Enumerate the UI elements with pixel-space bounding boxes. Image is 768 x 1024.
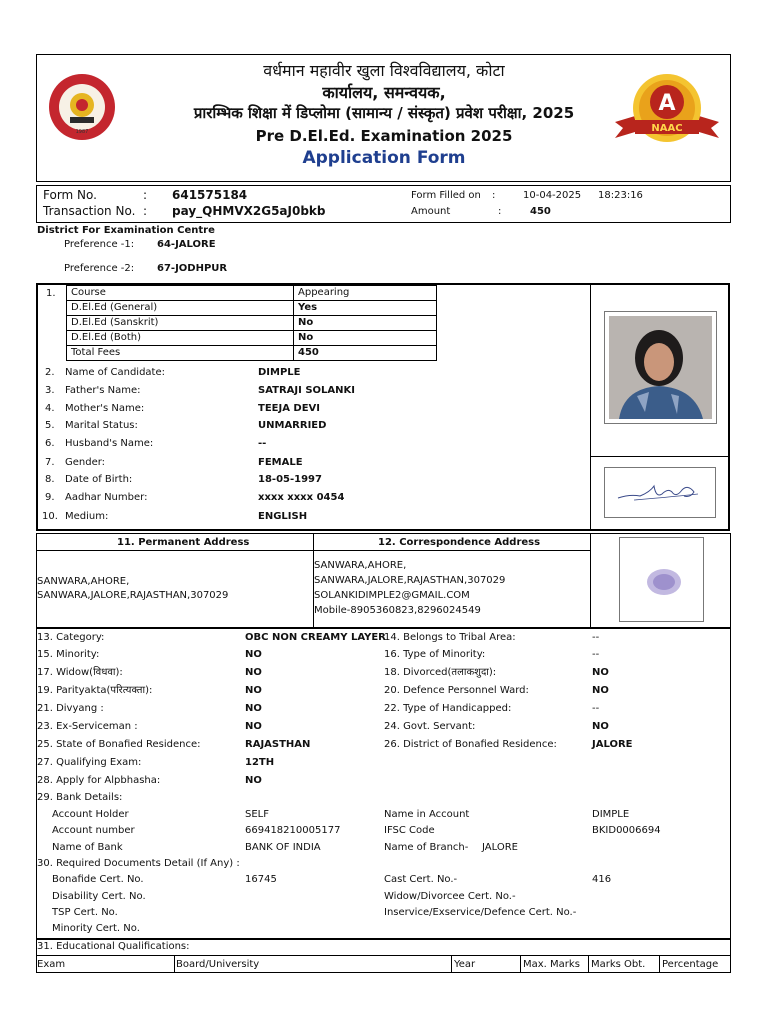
thumb-column-divider [590,533,591,628]
naac-label: NAAC [651,123,683,134]
correspondence-address-title: 12. Correspondence Address [378,537,541,548]
form-filled-label: Form Filled on [411,190,481,201]
course-appearing-value: No [294,316,437,331]
detail-label: 22. Type of Handicapped: [384,703,512,714]
course-name: D.El.Ed (General) [67,301,294,316]
education-header-line [36,955,731,956]
personal-num: 8. [45,474,55,485]
personal-label: Father's Name: [65,385,141,396]
medium-value: ENGLISH [258,511,308,522]
form-no-colon: : [143,188,148,202]
form-no-label: Form No. [43,188,97,202]
course-row [67,301,437,316]
mother-name-value: TEEJA DEVI [258,403,321,414]
amount-label: Amount [411,206,451,217]
exam-name-english: Pre D.El.Ed. Examination 2025 [255,127,513,145]
aadhar-value: xxxx xxxx 0454 [258,492,345,503]
gender-value: FEMALE [258,457,303,468]
personal-num: 5. [45,420,55,431]
personal-num: 10. [42,511,58,522]
course-table-header [67,286,437,301]
personal-num: 4. [45,403,55,414]
personal-label: Name of Candidate: [65,367,165,378]
detail-label: 16. Type of Minority: [384,649,486,660]
account-name-value: DIMPLE [592,809,630,820]
naac-grade: A [658,91,676,116]
personal-num: 6. [45,438,55,449]
correspondence-address-line: SANWARA,AHORE, [314,560,407,571]
detail-label: 23. Ex-Serviceman : [37,721,138,732]
edu-col-exam: Exam [37,959,66,970]
account-holder-label: Account Holder [52,809,129,820]
detail-label: 24. Govt. Servant: [384,721,476,732]
alpbhasha-value: NO [245,775,262,786]
personal-label: Gender: [65,457,106,468]
edu-col-divider [451,955,452,973]
edu-col-divider [588,955,589,973]
edu-col-marks-obt: Marks Obt. [591,959,646,970]
detail-label: 27. Qualifying Exam: [37,757,142,768]
detail-label: 17. Widow(विधवा): [37,667,123,678]
course-name: D.El.Ed (Sanskrit) [67,316,294,331]
husband-name-value: -- [258,438,267,449]
bank-details-title: 29. Bank Details: [37,792,123,803]
residence-state-value: RAJASTHAN [245,739,311,750]
cast-cert-value: 416 [592,874,612,885]
photo-column-divider [590,284,591,530]
detail-label: 15. Minority: [37,649,100,660]
edu-col-divider [174,955,175,973]
form-title: Application Form [302,148,466,168]
account-number-value: 669418210005177 [245,825,341,836]
course-row [67,331,437,346]
transaction-no-value: pay_QHMVX2G5aJ0bkb [172,204,326,218]
course-row [67,346,437,361]
course-appearing-value: No [294,331,437,346]
account-holder-value: SELF [245,809,269,820]
permanent-address-title: 11. Permanent Address [117,537,250,548]
detail-label: 21. Divyang : [37,703,104,714]
preference-2-label: Preference -2: [64,263,135,274]
cast-cert-label: Cast Cert. No.- [384,874,458,885]
centre-title: District For Examination Centre [37,225,215,236]
divyang-value: NO [245,703,262,714]
personal-num: 2. [45,367,55,378]
signature-image [610,472,710,512]
bonafide-value: 16745 [245,874,277,885]
edu-col-year: Year [454,959,476,970]
account-number-label: Account number [52,825,135,836]
residence-district-value: JALORE [592,739,633,750]
education-title: 31. Educational Qualifications: [37,941,190,952]
amount-colon: : [498,206,502,217]
form-filled-time: 18:23:16 [598,190,643,201]
personal-num: 9. [45,492,55,503]
university-name-hindi: वर्धमान महावीर खुला विश्वविद्यालय, कोटा [263,61,505,80]
branch-label: Name of Branch- [384,842,469,853]
widow-value: NO [245,667,262,678]
inservice-cert-label: Inservice/Exservice/Defence Cert. No.- [384,907,577,918]
correspondence-mobile: Mobile-8905360823,8296024549 [314,605,481,616]
tribal-area-value: -- [592,632,600,643]
detail-label: 13. Category: [37,632,105,643]
edu-col-divider [520,955,521,973]
marital-status-value: UNMARRIED [258,420,327,431]
divorced-value: NO [592,667,609,678]
detail-label: 28. Apply for Alpbhasha: [37,775,161,786]
detail-label: 20. Defence Personnel Ward: [384,685,529,696]
personal-num: 7. [45,457,55,468]
course-header-course: Course [67,286,294,301]
photo-signature-divider [590,456,729,457]
course-row [67,316,437,331]
handicapped-type-value: -- [592,703,600,714]
permanent-address-line: SANWARA,AHORE, [37,576,130,587]
personal-label: Aadhar Number: [65,492,148,503]
edu-col-max-marks: Max. Marks [523,959,580,970]
course-name: Total Fees [67,346,294,361]
personal-label: Marital Status: [65,420,138,431]
detail-label: 14. Belongs to Tribal Area: [384,632,516,643]
disability-cert-label: Disability Cert. No. [52,891,146,902]
amount-value: 450 [530,206,551,217]
course-appearing-value: 450 [294,346,437,361]
preference-1-label: Preference -1: [64,239,135,250]
ifsc-label: IFSC Code [384,825,435,836]
defence-ward-value: NO [592,685,609,696]
permanent-address-line: SANWARA,JALORE,RAJASTHAN,307029 [37,590,229,601]
personal-num: 3. [45,385,55,396]
exam-name-hindi: प्रारम्भिक शिक्षा में डिप्लोमा (सामान्य / संस्कृत) प्रवेश परीक्षा, 2025 [193,104,575,122]
detail-label: 25. State of Bonafied Residence: [37,739,201,750]
account-name-label: Name in Account [384,809,470,820]
ex-serviceman-value: NO [245,721,262,732]
bonafide-label: Bonafide Cert. No. [52,874,144,885]
preference-2-value: 67-JODHPUR [157,263,228,274]
course-name: D.El.Ed (Both) [67,331,294,346]
category-value: OBC NON CREAMY LAYER [245,632,386,643]
personal-label: Date of Birth: [65,474,133,485]
course-number: 1. [46,288,56,299]
correspondence-email: SOLANKIDIMPLE2@GMAIL.COM [314,590,470,601]
office-hindi: कार्यालय, समन्वयक, [322,83,446,102]
course-appearing-value: Yes [294,301,437,316]
minority-cert-label: Minority Cert. No. [52,923,140,934]
parityakta-value: NO [245,685,262,696]
minority-type-value: -- [592,649,600,660]
form-filled-date: 10-04-2025 [523,190,582,201]
detail-label: 19. Parityakta(परित्यक्ता): [37,685,153,696]
thumb-impression-image [624,542,699,617]
edu-col-board: Board/University [176,959,260,970]
detail-label: 18. Divorced(तलाकशुदा): [384,667,497,678]
minority-value: NO [245,649,262,660]
candidate-name-value: DIMPLE [258,367,301,378]
preference-1-value: 64-JALORE [157,239,216,250]
branch-value: JALORE [482,842,518,853]
tsp-cert-label: TSP Cert. No. [52,907,118,918]
form-filled-colon: : [492,190,496,201]
bank-name-value: BANK OF INDIA [245,842,321,853]
candidate-photo [609,316,712,419]
course-header-appearing: Appearing [294,286,437,301]
ifsc-value: BKID0006694 [592,825,661,836]
form-no-value: 641575184 [172,188,248,202]
edu-col-divider [659,955,660,973]
transaction-no-label: Transaction No. [43,204,136,218]
course-table [66,285,437,361]
bank-name-label: Name of Bank [52,842,123,853]
documents-title: 30. Required Documents Detail (If Any) : [37,858,240,869]
personal-label: Medium: [65,511,109,522]
personal-label: Husband's Name: [65,438,154,449]
govt-servant-value: NO [592,721,609,732]
seal-year: 1987 [75,129,89,135]
qualifying-exam-value: 12TH [245,757,275,768]
widow-cert-label: Widow/Divorcee Cert. No.- [384,891,516,902]
correspondence-address-line: SANWARA,JALORE,RAJASTHAN,307029 [314,575,506,586]
dob-value: 18-05-1997 [258,474,322,485]
personal-label: Mother's Name: [65,403,145,414]
father-name-value: SATRAJI SOLANKI [258,385,356,396]
transaction-no-colon: : [143,204,148,218]
detail-label: 26. District of Bonafied Residence: [384,739,557,750]
edu-col-percentage: Percentage [662,959,719,970]
